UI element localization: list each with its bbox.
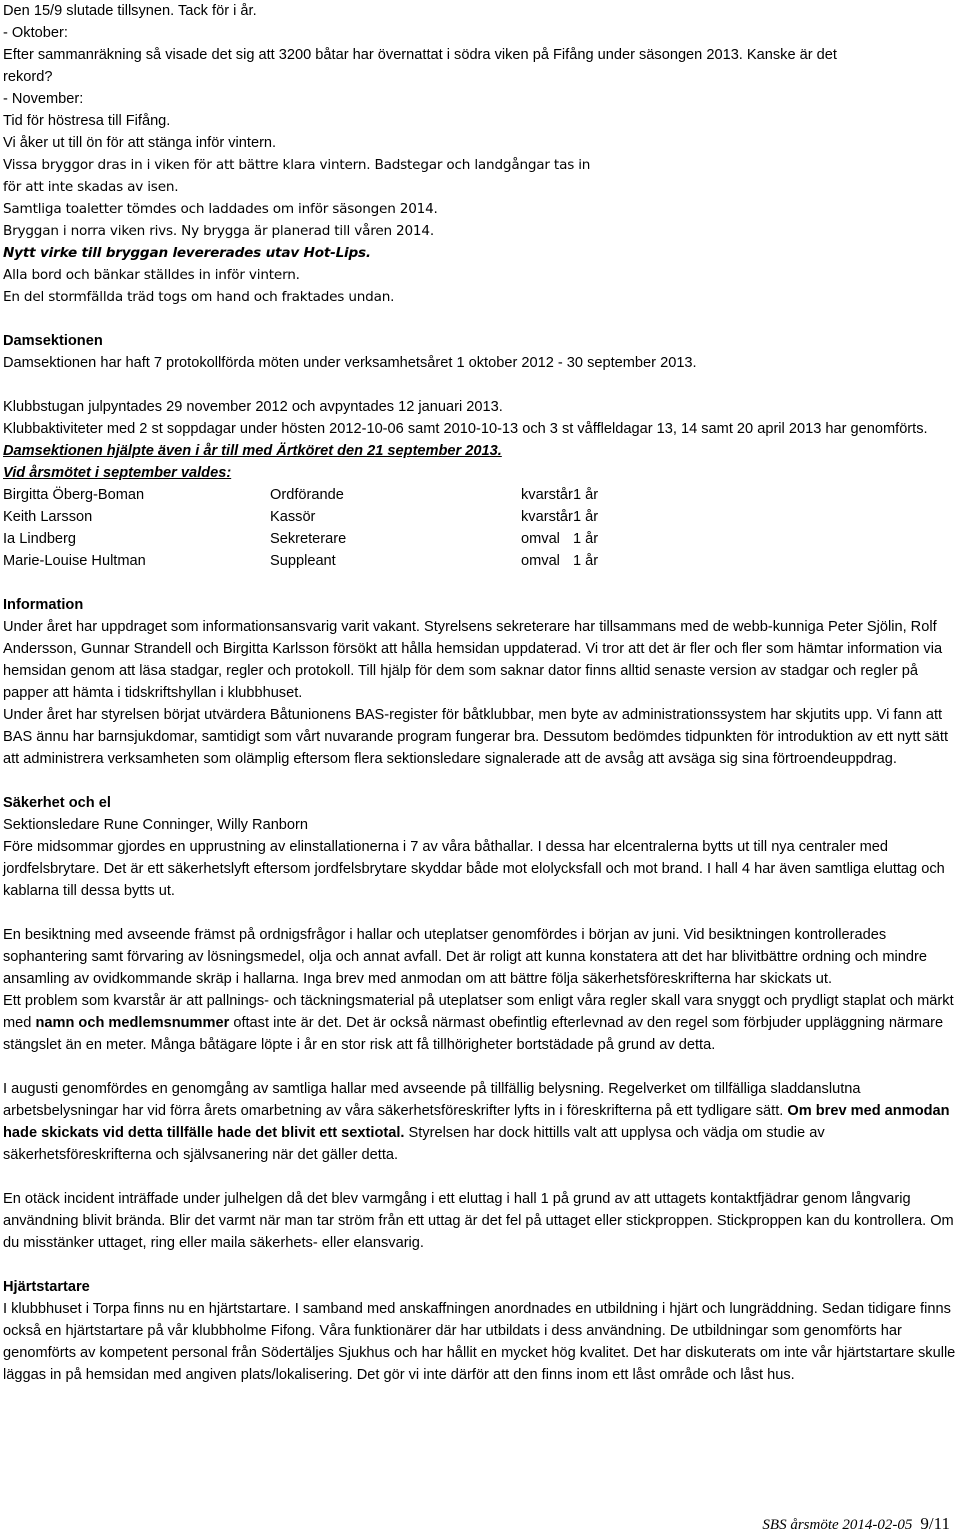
intro-line: Tid för höstresa till Fifång. [3,113,171,129]
paragraph: Vid årsmötet i september valdes: [3,465,232,481]
text-run-bold: Om brev med anmodan hade skickats vid detta tillfälle hade det blivit ett sextiotal. [3,1103,950,1141]
paragraph: Damsektionen hjälpte även i år till med Ärtköret den 21 september 2013. [3,443,502,459]
page-footer [762,1514,950,1534]
text-run: oftast inte är det. Det är också närmast obefintlig efterlevnad av den regel som förbjuder uppläggning närmare stängslet än en meter. Många båtägare löpte i år en stor risk att få tillhörigheter bortstädade på grund av detta. [3,1015,944,1053]
document-page [3,0,958,1386]
intro-line: Vissa bryggor dras in i viken för att bättre klara vintern. Badstegar och landgångar tas in [3,157,591,173]
section-leaders: Sektionsledare Rune Conninger, Willy Ranborn [3,817,309,833]
board-role: Suppleant [270,553,336,569]
intro-line: Alla bord och bänkar ställdes in inför vintern. [3,267,300,283]
intro-line: Samtliga toaletter tömdes och laddades om inför säsongen 2014. [3,201,438,217]
section-heading: Säkerhet och el [3,795,111,811]
board-row [3,528,958,550]
board-row [3,550,958,572]
board-name: Ia Lindberg [3,531,77,547]
intro-line: - Oktober: [3,25,68,41]
board-name: Marie-Louise Hultman [3,553,146,569]
information-section [3,594,958,770]
paragraph: En otäck incident inträffade under julhelgen då det blev varmgång i ett eluttag i hall 1 på grund av att uttagets kontaktfjädrar genom långvarig användning blivit brända. Blir det varmt när man tar ström från ett uttag är det fel på uttaget eller stickproppen. Stickproppen kan du kontrollera. Om du misstänker uttaget, ring eller maila säkerhets- eller elansvarig. [3,1191,954,1251]
section-heading: Information [3,597,84,613]
board-status: kvarstår [521,487,573,503]
board-name: Keith Larsson [3,509,93,525]
paragraph: Klubbaktiviteter med 2 st soppdagar under hösten 2012-10-06 samt 2010-10-13 och 3 st våffleldagar 13, 14 samt 20 april 2013 har genomförts. [3,421,928,437]
board-row [3,506,958,528]
intro-line: Nytt virke till bryggan levererades utav Hot-Lips. [3,245,371,261]
paragraph: Under året har uppdraget som informationsansvarig varit vakant. Styrelsens sekreterare har tillsammans med de webb-kunniga Peter Sjölin, Rolf Andersson, Gunnar Strandell och Birgitta Karlsson försökt att hålla hemsidan uppdaterad. Vi tror att det är fler och fler som hämtar information via hemsidan genom att läsa stadgar, regler och protokoll. Till hjälp för dem som saknar dator finns alltid senaste version av stadgar och regler på papper att hämta i tidskriftshyllan i klubbhuset. [3,619,943,701]
board-term: 1 år [573,531,599,547]
intro-line: Vi åker ut till ön för att stänga inför vintern. [3,135,277,151]
paragraph: En besiktning med avseende främst på ordnigsfrågor i hallar och uteplatser genomfördes i början av juni. Vid besiktningen kontrollerades sophantering samt förvaring av lösningsmedel, olja och annat avfall. Det är roligt att kunna konstatera att det har blivitbättre ordning och mindre ansamling av ovidkommande skräp i hallarna. Inga brev med anmodan om att bättre följa säkerhetsföreskrifterna har skickats ut. [3,927,927,987]
section-heading: Damsektionen [3,333,103,349]
board-status: omval [521,553,560,569]
intro-line: rekord? [3,69,53,85]
intro-line: - November: [3,91,84,107]
intro-line: En del stormfällda träd togs om hand och fraktades undan. [3,289,395,305]
board-row [3,484,958,506]
board-term: 1 år [573,509,599,525]
text-run: Styrelsen har dock hittills valt att upplysa och vädja om studie av säkerhetsföreskrifterna och självsanering när det gäller detta. [3,1125,825,1163]
hjartstartare-section [3,1276,958,1386]
paragraph [3,1078,958,1166]
intro-line: Den 15/9 slutade tillsynen. Tack för i år. [3,3,257,19]
text-run: I augusti genomfördes en genomgång av samtliga hallar med avseende på tillfällig belysning. Regelverket om tillfälliga sladdanslutna arbetsbelysningar har vid förra årets omarbetning av våra säkerhetsföreskrifter lyfts in i föreskrifterna på ett tydligare sätt. [3,1081,861,1119]
board-role: Ordförande [270,487,344,503]
paragraph: Klubbstugan julpyntades 29 november 2012 och avpyntades 12 januari 2013. [3,399,503,415]
page-number: 9/11 [920,1514,950,1533]
paragraph: Före midsommar gjordes en upprustning av elinstallationerna i 7 av våra båthallar. I dessa har elcentralerna bytts ut till nya centraler med jordfelsbrytare. Det är ett säkerhetslyft eftersom jordfelsbrytare skyddar både mot elolycksfall och mot brand. I hall 4 har även samtliga eluttag och kablarna till dessa bytts ut. [3,839,945,899]
board-status: omval [521,531,560,547]
paragraph: I klubbhuset i Torpa finns nu en hjärtstartare. I samband med anskaffningen anordnades en utbildning i hjärt och lungräddning. Sedan tidigare finns också en hjärtstartare på vår klubbholme Fifong. Våra funktionärer där har utbildats i dess användning. De utbildningar som genomförts har genomförts av kompetent personal från Södertäljes Sjukhus och har hållit en mycket hög kvalitet. Det har diskuterats om inte vår hjärtstartare skulle läggas in på hemsidan med angiven plats/lokalisering. Det gör vi inte därför att den finns inom ett låst område och låst hus. [3,1301,956,1383]
board-name: Birgitta Öberg-Boman [3,487,145,503]
intro-line: Efter sammanräkning så visade det sig att 3200 båtar har övernattat i södra viken på Fifång under säsongen 2013. Kanske är det [3,47,837,63]
board-term: 1 år [573,553,599,569]
intro-line: Bryggan i norra viken rivs. Ny brygga är planerad till våren 2014. [3,223,434,239]
paragraph [3,990,958,1056]
damsektionen-section [3,330,958,572]
intro-section [3,0,958,308]
text-run: Ett problem som kvarstår är att pallnings- och täckningsmaterial på uteplatser som enligt våra regler skall vara snyggt och prydligt staplat och märkt med [3,993,954,1031]
paragraph: Under året har styrelsen börjat utvärdera Båtunionens BAS-register för båtklubbar, men byte av administrationssystem har skjutits upp. Vi fann att BAS ännu har barnsjukdomar, samtidigt som vårt nuvarande program fungerar bra. Dessutom bedömdes tidpunkten för introduktion av ett nytt sätt att administrera verksamheten som olämplig eftersom flera sektionsledare signalerade att de avsåg att avsäga sig sina förtroendeuppdrag. [3,707,949,767]
board-table [3,484,958,572]
footer-label: SBS årsmöte 2014-02-05 [762,1517,913,1533]
board-role: Sekreterare [270,531,347,547]
board-role: Kassör [270,509,316,525]
board-status: kvarstår [521,509,573,525]
section-heading: Hjärtstartare [3,1279,90,1295]
intro-line: för att inte skadas av isen. [3,179,179,195]
sakerhet-section [3,792,958,1254]
text-run-bold: namn och medlemsnummer [35,1015,230,1031]
paragraph: Damsektionen har haft 7 protokollförda möten under verksamhetsåret 1 oktober 2012 - 30 september 2013. [3,355,697,371]
board-term: 1 år [573,487,599,503]
